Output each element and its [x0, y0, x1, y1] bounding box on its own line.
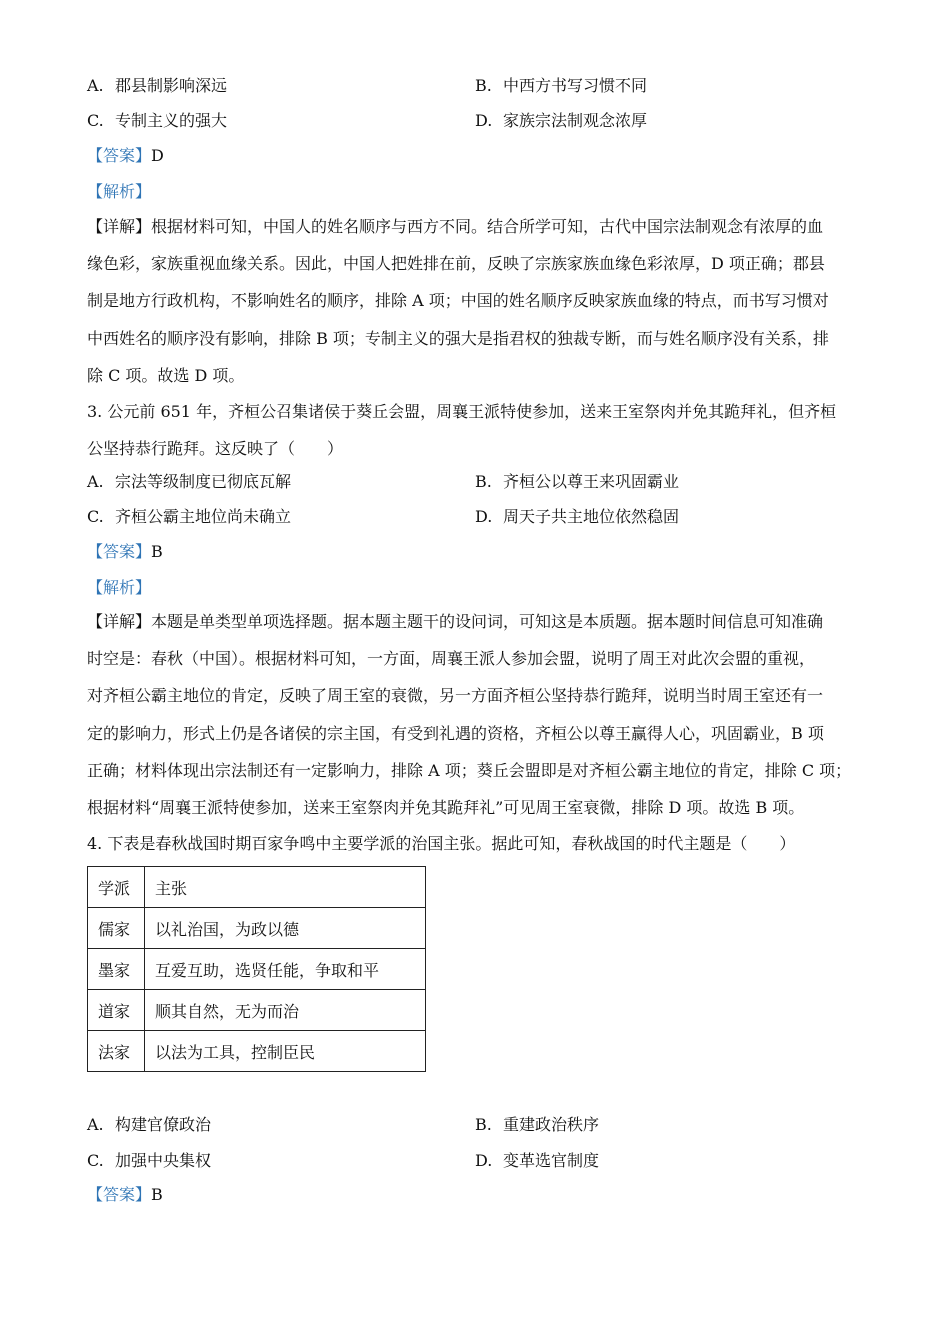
q3-stem-line: 3. 公元前 651 年，齐桓公召集诸侯于葵丘会盟，周襄王派特使参加，送来王室祭肉并免其跪拜礼，但齐桓: [87, 402, 837, 421]
q2-answer: 【答案】D: [87, 146, 164, 165]
q4-option-b: B. 重建政治秩序: [475, 1115, 600, 1134]
table-row: [88, 990, 426, 1031]
q4-option-c: C. 加强中央集权: [87, 1151, 212, 1170]
table-row: [88, 949, 426, 990]
q3-option-a: A. 宗法等级制度已彻底瓦解: [87, 472, 292, 491]
q3-stem: [87, 393, 863, 467]
table-cell: 顺其自然，无为而治: [145, 990, 426, 1031]
q3-analysis-label: 【解析】: [87, 578, 152, 597]
q3-detail-line: 定的影响力，形式上仍是各诸侯的宗主国，有受到礼遇的资格，齐桓公以尊王赢得人心，巩固霸业，B 项: [87, 723, 824, 743]
q3-option-d: D. 周天子共主地位依然稳固: [475, 507, 680, 526]
q3-detail-line: 【详解】本题是单类型单项选择题。据本题主题干的设问词，可知这是本质题。据本题时间信息可知准确: [87, 612, 824, 631]
table-cell: 儒家: [88, 908, 145, 949]
q2-option-a: A. 郡县制影响深远: [87, 76, 228, 95]
q3-detail-line: 正确；材料体现出宗法制还有一定影响力，排除 A 项；葵丘会盟即是对齐桓公霸主地位的肯定，排除 C 项；: [87, 760, 852, 780]
table-cell: 互爱互助，选贤任能，争取和平: [145, 949, 426, 990]
q4-stem: 4. 下表是春秋战国时期百家争鸣中主要学派的治国主张。据此可知，春秋战国的时代主题是（ ）: [87, 834, 796, 853]
q3-stem-line: 公坚持恭行跪拜。这反映了（ ）: [87, 439, 344, 459]
table-row: [88, 908, 426, 949]
q3-detail-line: 根据材料“周襄王派特使参加，送来王室祭肉并免其跪拜礼”可见周王室衰微，排除 D 项。故选 B 项。: [87, 798, 805, 818]
q2-detail-line: 除 C 项。故选 D 项。: [87, 365, 245, 385]
q3-answer: 【答案】B: [87, 542, 163, 561]
q2-detail: [87, 208, 863, 394]
q4-answer: 【答案】B: [87, 1185, 163, 1204]
table-cell: 道家: [88, 990, 145, 1031]
q3-detail-line: 时空是：春秋（中国）。根据材料可知，一方面，周襄王派人参加会盟，说明了周王对此次会盟的重视，: [87, 649, 816, 669]
table-header-cell: 主张: [145, 867, 426, 908]
table-cell: 以礼治国，为政以德: [145, 908, 426, 949]
table-cell: 以法为工具，控制臣民: [145, 1031, 426, 1072]
q2-option-c: C. 专制主义的强大: [87, 111, 228, 130]
table-cell: 法家: [88, 1031, 145, 1072]
table-row: [88, 1031, 426, 1072]
q4-option-d: D. 变革选官制度: [475, 1151, 600, 1170]
table-header-cell: 学派: [88, 867, 145, 908]
q3-option-b: B. 齐桓公以尊王来巩固霸业: [475, 472, 680, 491]
q2-detail-line: 中西姓名的顺序没有影响，排除 B 项；专制主义的强大是指君权的独裁专断，而与姓名顺序没有关系，排: [87, 328, 829, 348]
q4-option-a: A. 构建官僚政治: [87, 1115, 212, 1134]
q3-detail: [87, 603, 863, 826]
q2-option-b: B. 中西方书写习惯不同: [475, 76, 648, 95]
schools-table: [87, 866, 426, 1072]
table-cell: 墨家: [88, 949, 145, 990]
q2-analysis-label: 【解析】: [87, 182, 152, 201]
q3-option-c: C. 齐桓公霸主地位尚未确立: [87, 507, 292, 526]
q2-option-d: D. 家族宗法制观念浓厚: [475, 111, 648, 130]
q2-detail-line: 【详解】根据材料可知，中国人的姓名顺序与西方不同。结合所学可知，古代中国宗法制观念有浓厚的血: [87, 217, 824, 236]
table-header-row: [88, 867, 426, 908]
q2-detail-line: 制是地方行政机构，不影响姓名的顺序，排除 A 项；中国的姓名顺序反映家族血缘的特点，而书写习惯对: [87, 291, 829, 311]
q2-detail-line: 缘色彩，家族重视血缘关系。因此，中国人把姓排在前，反映了宗族家族血缘色彩浓厚，D 项正确；郡县: [87, 254, 825, 274]
q3-detail-line: 对齐桓公霸主地位的肯定，反映了周王室的衰微，另一方面齐桓公坚持恭行跪拜，说明当时周王室还有一: [87, 686, 824, 706]
